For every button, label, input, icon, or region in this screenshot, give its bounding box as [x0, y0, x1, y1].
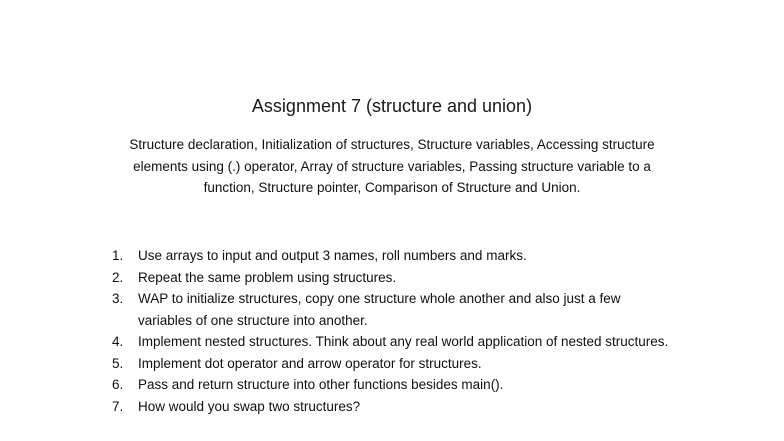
list-item-number: 2.: [112, 269, 124, 285]
list-item-text: Implement nested structures. Think about any real world application of nested structures.: [138, 334, 669, 349]
list-item: [112, 353, 672, 375]
list-item: [112, 288, 672, 331]
list-item-number: 5.: [112, 355, 124, 371]
list-item: [112, 396, 672, 418]
topics-paragraph: Structure declaration, Initialization of structures, Structure variables, Accessing structure elements using (.) operator, Array of structure variables, Passing structure variable to a function, Structure pointer, Comparison of Structure and Union.: [129, 137, 655, 195]
list-item-number: 7.: [112, 398, 124, 414]
list-item: [112, 331, 672, 353]
list-item-text: Implement dot operator and arrow operator for structures.: [138, 355, 482, 371]
list-item-text: Repeat the same problem using structures.: [138, 269, 397, 285]
list-item-text: Pass and return structure into other functions besides main().: [138, 377, 504, 392]
list-item-text: WAP to initialize structures, copy one structure whole another and also just a few variables of one structure into another.: [138, 291, 621, 328]
list-item-number: 1.: [112, 248, 124, 263]
page-title: Assignment 7 (structure and union): [251, 96, 533, 116]
list-item: [112, 374, 672, 396]
list-item: [112, 245, 672, 267]
list-item-number: 3.: [112, 291, 124, 306]
question-list: [112, 245, 672, 417]
list-item-number: 4.: [112, 334, 124, 349]
list-item-text: How would you swap two structures?: [138, 398, 361, 414]
list-item: [112, 267, 672, 289]
list-item-number: 6.: [112, 377, 124, 392]
list-item-text: Use arrays to input and output 3 names, roll numbers and marks.: [138, 248, 527, 263]
